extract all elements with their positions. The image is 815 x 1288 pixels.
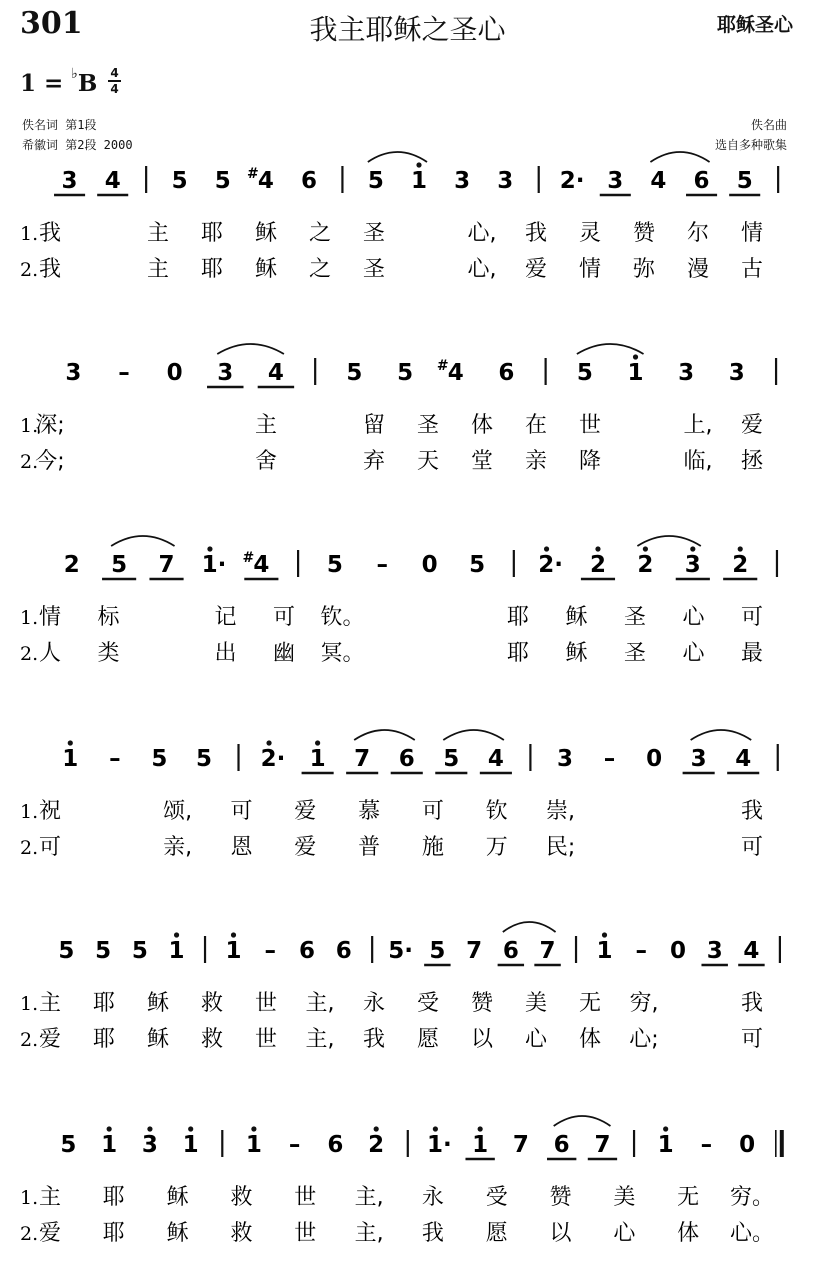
lyric-syllable: 愿 [416,1027,440,1052]
lyric-syllable: 舍 [254,449,278,474]
note: 1 [657,1132,674,1158]
lyric-syllable: 爱 [38,1221,62,1246]
lyric-syllable: 体 [578,1027,602,1052]
lyric-syllable: 冥。 [320,641,365,666]
note: 2· [538,552,563,578]
note: 6 [298,938,315,964]
note: 2· [260,746,286,772]
lyric-syllable: 临, [683,449,713,474]
lyric-syllable: 耶 [506,641,530,666]
lyric-syllable: 施 [421,835,444,860]
note: 6 [693,168,710,194]
octave-dot [433,1126,438,1131]
slur [443,730,504,740]
lyric-syllable: 主, [305,991,335,1016]
lyric-syllable: 降 [578,449,602,474]
lyric-syllable: 主 [38,991,62,1016]
lyric-syllable: 爱 [294,799,317,824]
lyric-syllable: 耶 [102,1185,125,1210]
lyric-syllable: 体 [677,1221,700,1246]
lyric-syllable: 弃 [362,449,386,474]
note: 5 [443,746,460,772]
lyric-syllable: 我 [362,1027,386,1052]
key-prefix: 1 = [20,70,72,97]
note: 1· [201,552,227,578]
slur [650,152,709,162]
note: 6 [398,746,415,772]
note: 1 [101,1132,118,1158]
lyric-syllable: 留 [362,413,386,438]
octave-dot [663,1126,668,1131]
lyric-syllable: 主, [354,1221,384,1246]
lyric-syllable: 天 [416,449,440,474]
lyric-syllable: 情 [578,257,602,282]
note: 3 [690,746,707,772]
note: – [264,938,276,964]
note: – [376,552,389,578]
lyric-syllable: 情 [38,605,62,630]
note: 4 [253,552,270,578]
lyric-syllable: 穷。 [729,1185,775,1210]
lyric-syllable: 类 [97,641,120,666]
note: 5 [397,360,414,386]
note: 2 [637,552,654,578]
note: 3 [706,938,723,964]
note: 3 [141,1132,158,1158]
time-signature-bottom: 4 [110,82,119,96]
lyric-syllable: 之 [308,257,332,282]
composer-credit: 佚名曲 [750,118,787,132]
lyric-syllable: 拯 [740,449,764,474]
note: 3 [497,168,514,194]
lyric-syllable: 主, [305,1027,335,1052]
lyric-syllable: 出 [214,641,237,666]
lyric-syllable: 幽 [272,641,296,666]
lyric-syllable: 耶 [506,605,530,630]
note: 4 [735,746,752,772]
hymn-number: 301 [20,6,83,41]
octave-dot [147,1126,152,1131]
verse-number: 1. [20,607,39,629]
sharp-accidental: # [436,358,449,374]
lyric-syllable: 人 [38,641,62,666]
note: 0 [421,552,438,578]
lyric-syllable: 心 [524,1027,548,1052]
verse-number: 1. [20,801,39,823]
note: 5 [576,360,593,386]
note: 1· [427,1132,452,1158]
note: 4 [104,168,121,194]
note: 3 [607,168,624,194]
lyric-syllable: 漫 [686,257,710,282]
flat-accidental: ♭ [71,66,78,83]
lyric-syllable: 受 [416,991,440,1016]
slur [691,730,752,740]
time-signature-top: 4 [110,66,119,80]
octave-dot [602,932,607,937]
verse-number: 1. [20,1187,39,1209]
verse-number: 1. [20,415,39,437]
lyric-syllable: 深; [35,413,65,438]
note: 6 [498,360,515,386]
lyric-syllable: 可 [230,799,253,824]
lyric-syllable: 救 [230,1221,253,1246]
note: 3 [684,552,701,578]
note: 2· [559,168,585,194]
note: 5 [95,938,112,964]
verse-number: 1. [20,993,39,1015]
lyric-syllable: 爱 [38,1027,62,1052]
note: 0 [669,938,686,964]
verse-number: 2. [20,643,39,665]
note: 5 [736,168,753,194]
octave-dot [188,1126,193,1131]
note: 5 [367,168,384,194]
note: 1 [627,360,644,386]
note: 5 [326,552,343,578]
lyric-syllable: 世 [254,991,278,1016]
lyric-syllable: 今; [35,449,65,474]
note: 1 [182,1132,199,1158]
lyric-syllable: 圣 [362,221,386,246]
note: 7 [466,938,483,964]
note: 3 [728,360,745,386]
lyric-syllable: 可 [272,605,296,630]
lyric-syllable: 救 [200,1027,224,1052]
lyric-syllable: 普 [358,835,381,860]
lyric-syllable: 无 [578,991,602,1016]
note: 1 [596,938,613,964]
note: 5 [111,552,128,578]
note: 5 [58,938,75,964]
lyric-syllable: 心。 [729,1221,775,1246]
lyric-syllable: 耶 [200,221,224,246]
lyric-syllable: 可 [740,1027,764,1052]
verse-number: 2. [20,451,39,473]
note: 5· [388,938,414,964]
lyric-syllable: 主 [254,413,278,438]
lyric-syllable: 钦 [485,799,508,824]
lyric-syllable: 可 [421,799,444,824]
lyric-syllable: 亲, [163,835,193,860]
octave-dot [266,740,271,745]
note: 5 [131,938,148,964]
note: 4 [257,168,274,194]
lyric-syllable: 祝 [38,799,62,824]
note: 1 [168,938,185,964]
note: 6 [553,1132,570,1158]
lyric-syllable: 慕 [358,799,381,824]
lyricist-credit-1: 佚名词 第1段 [22,118,97,132]
slur [554,1116,611,1126]
lyric-syllable: 赞 [632,221,656,246]
note: 7 [539,938,556,964]
note: 2 [589,552,606,578]
note: 1 [62,746,79,772]
lyric-syllable: 我 [38,257,62,282]
note: 6 [300,168,318,194]
lyric-syllable: 堂 [470,449,494,474]
lyric-syllable: 最 [740,641,764,666]
octave-dot [231,932,236,937]
lyric-syllable: 亲 [524,449,548,474]
lyric-syllable: 受 [485,1185,508,1210]
octave-dot [633,354,638,359]
source-credit: 选自多种歌集 [714,138,787,152]
lyric-syllable: 稣 [166,1185,189,1210]
lyric-syllable: 心 [682,605,705,630]
lyric-syllable: 之 [308,221,332,246]
verse-number: 2. [20,837,39,859]
lyric-syllable: 美 [524,991,548,1016]
lyric-syllable: 永 [421,1185,444,1210]
note: 1 [410,168,428,194]
note: 2 [63,552,80,578]
lyric-syllable: 可 [740,605,764,630]
lyric-syllable: 耶 [92,1027,116,1052]
note: – [700,1132,713,1158]
verse-number: 2. [20,259,39,281]
lyric-syllable: 世 [294,1185,317,1210]
lyricist-credit-2: 希徽词 第2段 2000 [22,138,133,152]
lyric-syllable: 救 [200,991,224,1016]
lyric-syllable: 民; [545,835,576,860]
note: 7 [158,552,175,578]
note: 7 [512,1132,529,1158]
note: 1 [472,1132,489,1158]
hymn-title: 我主耶稣之圣心 [309,13,506,46]
lyric-syllable: 可 [740,835,764,860]
lyric-syllable: 愿 [485,1221,508,1246]
lyric-syllable: 我 [740,991,764,1016]
lyric-syllable: 耶 [102,1221,125,1246]
lyric-syllable: 古 [740,257,764,282]
verse-number: 2. [20,1029,39,1051]
lyric-syllable: 灵 [578,221,602,246]
note: 2 [732,552,749,578]
lyric-syllable: 记 [214,605,237,630]
note: 3 [61,168,78,194]
lyric-syllable: 赞 [549,1185,572,1210]
lyric-syllable: 世 [294,1221,317,1246]
octave-dot [315,740,320,745]
key-note: B [77,70,98,97]
note: 5 [214,168,231,194]
octave-dot [544,546,549,551]
note: – [118,360,130,386]
note: – [288,1132,301,1158]
note: 4 [650,168,667,194]
note: 5 [346,360,363,386]
lyric-syllable: 稣 [254,221,278,246]
note: 1 [225,938,242,964]
lyric-syllable: 崇, [546,799,576,824]
sharp-accidental: # [242,550,255,566]
hymn-category: 耶稣圣心 [716,14,793,36]
lyric-syllable: 以 [470,1027,494,1052]
note: 6 [502,938,519,964]
note: 0 [739,1132,756,1158]
slur [577,344,644,354]
lyric-syllable: 稣 [146,1027,170,1052]
octave-dot [690,546,695,551]
lyric-syllable: 永 [362,991,386,1016]
lyric-syllable: 爱 [524,257,548,282]
lyric-syllable: 主 [146,257,170,282]
octave-dot [416,162,421,167]
lyric-syllable: 世 [254,1027,278,1052]
lyric-syllable: 圣 [623,641,647,666]
note: 1 [245,1132,262,1158]
slur [111,536,174,546]
note: 7 [594,1132,611,1158]
note: 5 [151,746,168,772]
note: 5 [195,746,212,772]
lyric-syllable: 我 [524,221,548,246]
lyric-syllable: 爱 [740,413,764,438]
lyric-syllable: 心 [613,1221,636,1246]
lyric-syllable: 上, [683,413,713,438]
note: 5 [469,552,486,578]
lyric-syllable: 主 [146,221,170,246]
note: 3 [65,360,82,386]
lyric-syllable: 救 [230,1185,253,1210]
verse-number: 2. [20,1223,39,1245]
lyric-syllable: 心, [467,257,497,282]
lyric-syllable: 标 [97,605,120,630]
lyric-syllable: 圣 [362,257,386,282]
lyric-syllable: 主, [354,1185,384,1210]
octave-dot [478,1126,483,1131]
lyric-syllable: 主 [38,1185,62,1210]
lyric-syllable: 心 [682,641,705,666]
lyric-syllable: 可 [38,835,62,860]
note: 3 [454,168,471,194]
lyric-syllable: 在 [524,413,548,438]
note: 2 [368,1132,385,1158]
lyric-syllable: 颂, [163,799,193,824]
lyric-syllable: 爱 [294,835,317,860]
lyric-syllable: 尔 [686,221,710,246]
note: 4 [267,360,284,386]
octave-dot [107,1126,112,1131]
lyric-syllable: 万 [485,835,508,860]
slur [217,344,284,354]
slur [354,730,415,740]
lyric-syllable: 心, [467,221,497,246]
note: 4 [487,746,504,772]
lyric-syllable: 我 [740,799,764,824]
note: – [603,746,616,772]
lyric-syllable: 情 [740,221,764,246]
note: – [635,938,647,964]
lyric-syllable: 稣 [565,641,588,666]
lyric-syllable: 稣 [254,257,278,282]
lyric-syllable: 体 [470,413,494,438]
octave-dot [207,546,212,551]
sharp-accidental: # [246,166,259,182]
lyric-syllable: 耶 [92,991,116,1016]
lyric-syllable: 钦。 [320,605,365,630]
note: 3 [678,360,695,386]
note: 6 [335,938,352,964]
lyric-syllable: 赞 [470,991,494,1016]
note: 1 [309,746,326,772]
lyric-syllable: 稣 [565,605,588,630]
octave-dot [738,546,743,551]
note: 5 [171,168,188,194]
note: 5 [429,938,446,964]
note: 0 [166,360,183,386]
note: 3 [556,746,573,772]
lyric-syllable: 稣 [166,1221,189,1246]
note: – [109,746,121,772]
octave-dot [251,1126,256,1131]
octave-dot [374,1126,379,1131]
slur [503,922,556,932]
octave-dot [643,546,648,551]
note: 3 [217,360,234,386]
lyric-syllable: 我 [421,1221,444,1246]
lyric-syllable: 无 [677,1185,700,1210]
octave-dot [595,546,600,551]
lyric-syllable: 心; [629,1027,659,1052]
lyric-syllable: 稣 [146,991,170,1016]
lyric-syllable: 弥 [632,257,656,282]
lyric-syllable: 以 [549,1221,572,1246]
lyric-syllable: 圣 [623,605,647,630]
octave-dot [68,740,73,745]
lyric-syllable: 圣 [416,413,440,438]
lyric-syllable: 恩 [230,835,253,860]
verse-number: 1. [20,223,39,245]
lyric-syllable: 世 [578,413,602,438]
note: 6 [327,1132,344,1158]
slur [637,536,700,546]
note: 4 [447,360,464,386]
lyric-syllable: 穷, [629,991,659,1016]
note: 0 [646,746,663,772]
lyric-syllable: 我 [38,221,62,246]
note: 7 [354,746,371,772]
lyric-syllable: 耶 [200,257,224,282]
lyric-syllable: 美 [613,1185,636,1210]
slur [368,152,427,162]
note: 4 [743,938,760,964]
octave-dot [174,932,179,937]
note: 5 [60,1132,77,1158]
